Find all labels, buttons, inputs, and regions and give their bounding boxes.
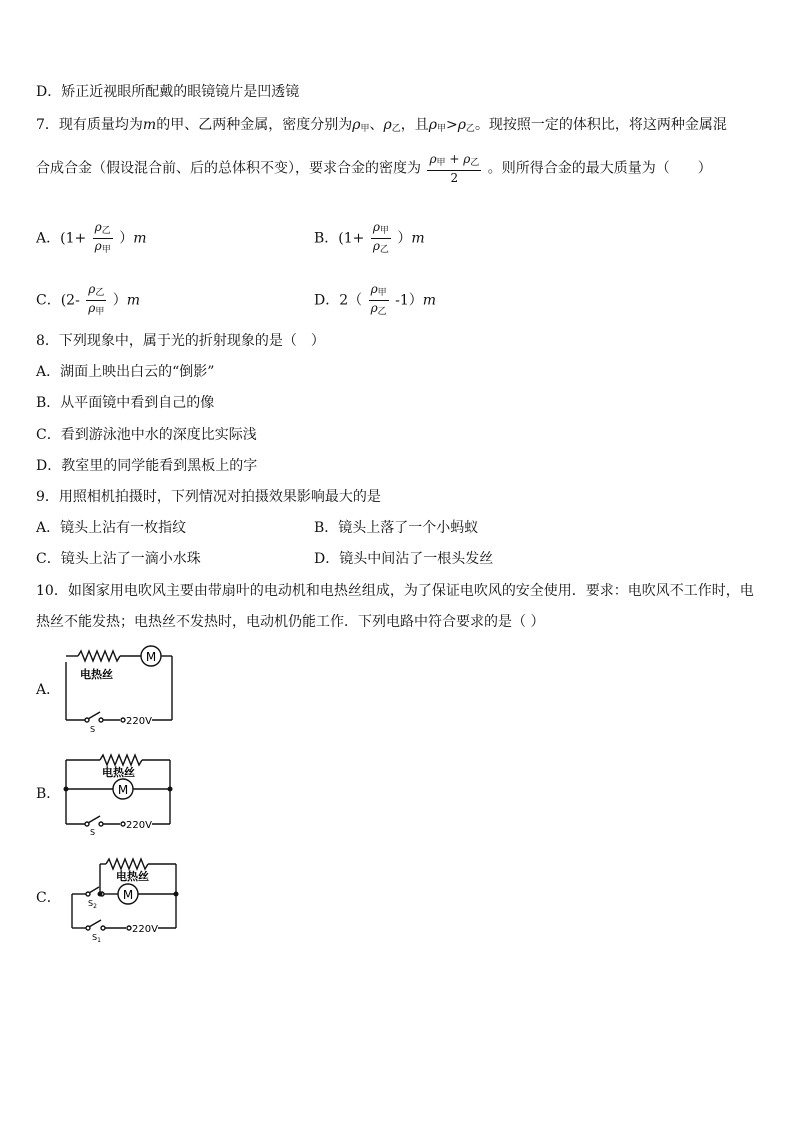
q7-option-a: A．(1+ $\frac{\rho_乙}{\rho_甲}$ ）m <box>36 220 147 255</box>
q7-text-a: 7．现有质量均为 <box>36 117 143 133</box>
q7-rho: ρ <box>428 117 437 133</box>
circuit-diagram-c <box>66 854 182 944</box>
q8-option-d: D．教室里的同学能看到黑板上的字 <box>36 458 258 474</box>
q9-option-c: C．镜头上沾了一滴小水珠 <box>36 551 201 567</box>
junction-dot <box>174 892 179 897</box>
q7-a-fraction: $\frac{\rho_乙}{\rho_甲}$ <box>94 220 111 255</box>
q8-option-b: B．从平面镜中看到自己的像 <box>36 395 215 411</box>
q9-option-d: D．镜头中间沾了一根头发丝 <box>314 551 494 567</box>
voltage-label: 220V <box>126 716 152 727</box>
q10-option-c-label: C． <box>36 890 61 906</box>
q7-rho: ρ <box>352 117 361 133</box>
switch-s2-label: $S_2$ <box>88 899 97 910</box>
voltage-label: 220V <box>126 820 152 831</box>
q7-text-2a: 合成合金（假设混合前、后的总体积不变），要求合金的密度为 <box>36 160 421 177</box>
q7-d-fraction: $\frac{\rho_甲}{\rho_乙}$ <box>370 282 387 317</box>
q8-option-a: A．湖面上映出白云的“倒影” <box>36 364 215 380</box>
q10-option-b-label: B． <box>36 786 61 802</box>
q8-question: 8．下列现象中，属于光的折射现象的是（ ） <box>36 333 325 349</box>
switch-s1-label: $S_1$ <box>92 933 101 944</box>
q7-sub-yi: 乙 <box>465 124 475 134</box>
q6-option-d: D．矫正近视眼所配戴的眼镜镜片是凹透镜 <box>36 84 300 100</box>
switch-label: S <box>90 725 96 734</box>
junction-dot <box>98 892 103 897</box>
q7-sep: 、 <box>369 117 384 133</box>
q7-b-fraction: $\frac{\rho_甲}{\rho_乙}$ <box>372 220 389 255</box>
heater-label: 电热丝 <box>102 766 135 779</box>
q7-text-2b: 。则所得合金的最大质量为（ ） <box>487 160 712 177</box>
circuit-diagram-b <box>60 750 180 836</box>
q7-option-c: C．(2- $\frac{\rho_乙}{\rho_甲}$ ）m <box>36 282 141 317</box>
q10-line1: 10．如图家用电吹风主要由带扇叶的电动机和电热丝组成，为了保证电吹风的安全使用．要求：电吹风不工作时，电 <box>36 583 754 599</box>
q7-text-b: 的甲、乙两种金属，密度分别为 <box>156 117 353 133</box>
q9-option-a: A．镜头上沾有一枚指纹 <box>36 520 187 536</box>
q9-question: 9．用照相机拍摄时，下列情况对拍摄效果影响最大的是 <box>36 489 381 505</box>
q7-rho: ρ <box>383 117 392 133</box>
motor-label: M <box>117 783 129 797</box>
q7-sub-yi: 乙 <box>391 124 401 134</box>
q7-c-fraction: $\frac{\rho_乙}{\rho_甲}$ <box>88 282 105 317</box>
motor-label: M <box>145 650 157 664</box>
switch-label: S <box>90 828 96 837</box>
heater-label: 电热丝 <box>116 870 149 883</box>
q7-m: m <box>142 117 157 133</box>
q9-option-b: B．镜头上落了一个小蚂蚁 <box>314 520 479 536</box>
motor-label: M <box>122 888 134 902</box>
q7-option-b: B．(1+ $\frac{\rho_甲}{\rho_乙}$ ）m <box>314 220 425 255</box>
junction-dot <box>168 787 173 792</box>
q7-line2 <box>36 152 712 185</box>
q10-option-a-label: A． <box>36 682 61 698</box>
heater-label: 电热丝 <box>80 668 113 681</box>
q8-option-c: C．看到游泳池中水的深度比实际浅 <box>36 427 257 443</box>
q7-option-d: D．2（ $\frac{\rho_甲}{\rho_乙}$ -1）m <box>314 282 437 317</box>
q7-sub-jia: 甲 <box>436 124 446 134</box>
q7-rho: ρ <box>457 117 466 133</box>
q7-density-fraction: $\frac{\rho_甲 + \rho_乙}{2}$ <box>429 152 480 185</box>
junction-dot <box>64 787 69 792</box>
q10-line2: 热丝不能发热；电热丝不发热时，电动机仍能工作．下列电路中符合要求的是（ ） <box>36 614 545 630</box>
voltage-label: 220V <box>132 924 158 935</box>
q7-line1 <box>36 115 727 139</box>
q7-text-d: 。现按照一定的体积比，将这两种金属混 <box>474 117 727 133</box>
circuit-diagram-a <box>60 642 180 732</box>
q7-gt: > <box>445 117 458 133</box>
q7-text-c: ，且 <box>400 117 429 133</box>
q7-sub-jia: 甲 <box>360 124 370 134</box>
